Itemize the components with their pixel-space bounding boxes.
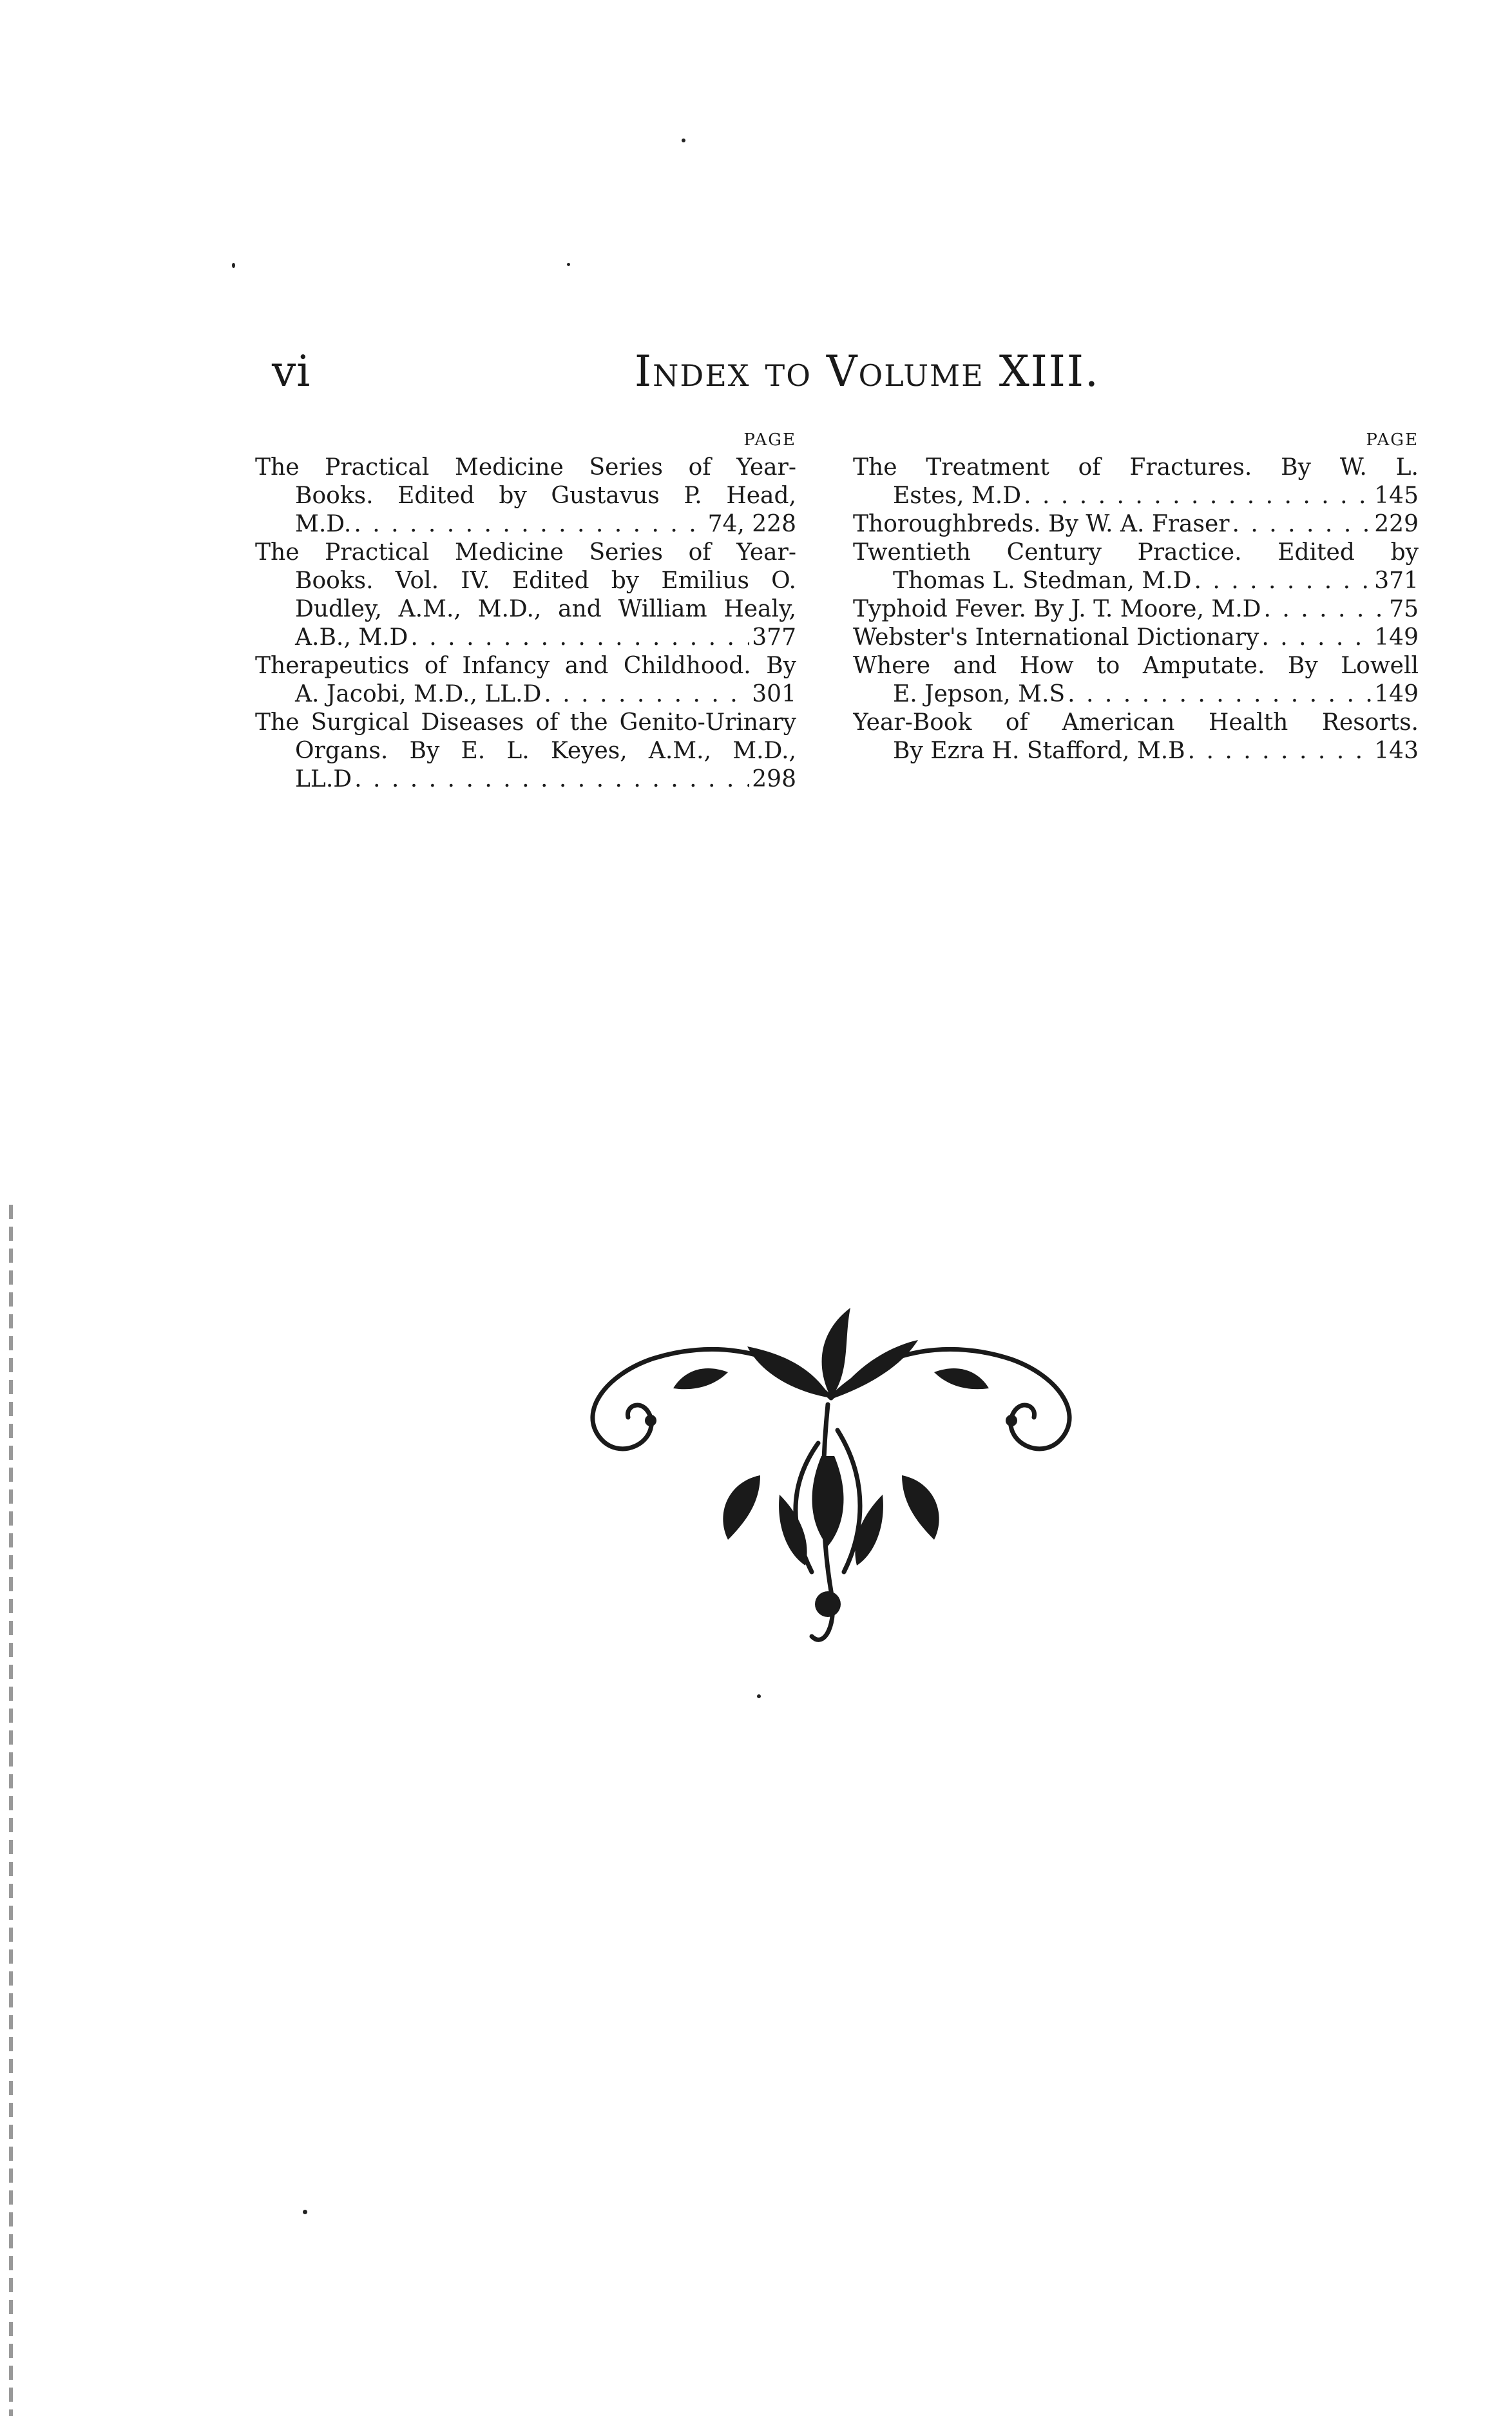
index-entry-text: E. Jepson, M.S bbox=[893, 681, 1066, 707]
index-entry-page: 149 bbox=[1374, 624, 1419, 651]
dot-leader bbox=[544, 680, 749, 709]
index-entry-line: The Surgical Diseases of the Genito-Urinary bbox=[255, 709, 796, 736]
page-speck bbox=[232, 263, 235, 268]
index-entries-left bbox=[255, 454, 796, 794]
index-entries-right bbox=[853, 454, 1419, 765]
index-entry-page: 74, 228 bbox=[707, 511, 796, 537]
index-entry-leader-line bbox=[255, 765, 796, 794]
dot-leader bbox=[1188, 737, 1372, 765]
dot-leader bbox=[1264, 595, 1387, 624]
index-entry bbox=[255, 709, 796, 794]
index-entry-leader-line bbox=[853, 624, 1419, 652]
index-entry-text: Typhoid Fever. By J. T. Moore, M.D bbox=[853, 596, 1261, 622]
index-entry-page: 298 bbox=[752, 766, 796, 792]
dot-leader bbox=[1067, 680, 1372, 709]
index-entry-page: 75 bbox=[1389, 596, 1419, 622]
column-head-page: PAGE bbox=[743, 430, 796, 450]
running-title: Index to Volume XIII. bbox=[635, 347, 1100, 396]
dot-leader bbox=[354, 510, 705, 539]
index-entry-leader-line bbox=[255, 624, 796, 652]
index-entry-text: Thomas L. Stedman, M.D bbox=[893, 568, 1192, 594]
index-entry bbox=[853, 624, 1419, 652]
page-speck bbox=[682, 139, 685, 142]
index-entry-text: LL.D bbox=[295, 766, 352, 792]
index-column-right bbox=[853, 430, 1419, 765]
index-entry-text: Webster's International Dictionary bbox=[853, 624, 1259, 651]
dot-leader bbox=[1261, 624, 1372, 652]
index-entry-line: The Treatment of Fractures. By W. L. bbox=[853, 454, 1419, 481]
index-entry-page: 229 bbox=[1374, 511, 1419, 537]
index-entry-leader-line bbox=[255, 680, 796, 709]
index-entry-page: 149 bbox=[1374, 681, 1419, 707]
index-entry bbox=[853, 454, 1419, 510]
dot-leader bbox=[354, 765, 749, 794]
index-entry-line: Where and How to Amputate. By Lowell bbox=[853, 653, 1419, 679]
index-entry-line: Books. Vol. IV. Edited by Emilius O. bbox=[295, 568, 796, 594]
column-head-page: PAGE bbox=[1366, 430, 1419, 450]
floral-tailpiece-icon bbox=[567, 1301, 1095, 1662]
index-entry-leader-line bbox=[853, 680, 1419, 709]
dot-leader bbox=[410, 624, 749, 652]
index-entry-page: 301 bbox=[752, 681, 796, 707]
index-entry-text: M.D. bbox=[295, 511, 352, 537]
margin-scan-artifact bbox=[9, 1205, 13, 2416]
index-entry-leader-line bbox=[853, 567, 1419, 595]
index-entry bbox=[255, 652, 796, 709]
index-entry-leader-line bbox=[853, 482, 1419, 510]
dot-leader bbox=[1232, 510, 1372, 539]
index-entry bbox=[255, 454, 796, 539]
index-entry-page: 371 bbox=[1374, 568, 1419, 594]
index-entry bbox=[853, 510, 1419, 539]
page-number: vi bbox=[272, 347, 311, 396]
index-entry bbox=[255, 539, 796, 652]
page-speck bbox=[567, 263, 570, 266]
index-entry bbox=[853, 709, 1419, 765]
index-column-left bbox=[255, 430, 796, 794]
index-entry-line: Dudley, A.M., M.D., and William Healy, bbox=[295, 596, 796, 622]
index-entry-line: Therapeutics of Infancy and Childhood. By bbox=[255, 653, 796, 679]
dot-leader bbox=[1024, 482, 1372, 510]
index-entry-text: A.B., M.D bbox=[295, 624, 408, 651]
index-entry-line: Twentieth Century Practice. Edited by bbox=[853, 539, 1419, 566]
index-entry-line: Organs. By E. L. Keyes, A.M., M.D., bbox=[295, 738, 796, 764]
dot-leader bbox=[1194, 567, 1372, 595]
index-entry bbox=[853, 652, 1419, 709]
index-entry-line: The Practical Medicine Series of Year- bbox=[255, 539, 796, 566]
index-entry-page: 143 bbox=[1374, 738, 1419, 764]
index-entry-line: The Practical Medicine Series of Year- bbox=[255, 454, 796, 481]
index-entry-page: 377 bbox=[752, 624, 796, 651]
index-entry bbox=[853, 539, 1419, 595]
index-entry-page: 145 bbox=[1374, 483, 1419, 509]
index-entry-line: Books. Edited by Gustavus P. Head, bbox=[295, 483, 796, 509]
index-entry-leader-line bbox=[853, 595, 1419, 624]
index-entry-line: Year-Book of American Health Resorts. bbox=[853, 709, 1419, 736]
index-entry-leader-line bbox=[255, 510, 796, 539]
index-entry-leader-line bbox=[853, 510, 1419, 539]
index-entry-text: Estes, M.D bbox=[893, 483, 1022, 509]
page-speck bbox=[303, 2210, 307, 2214]
page-speck bbox=[757, 1694, 761, 1698]
index-entry-text: Thoroughbreds. By W. A. Fraser bbox=[853, 511, 1230, 537]
index-entry bbox=[853, 595, 1419, 624]
index-entry-leader-line bbox=[853, 737, 1419, 765]
index-entry-text: By Ezra H. Stafford, M.B bbox=[893, 738, 1185, 764]
index-entry-text: A. Jacobi, M.D., LL.D bbox=[295, 681, 542, 707]
